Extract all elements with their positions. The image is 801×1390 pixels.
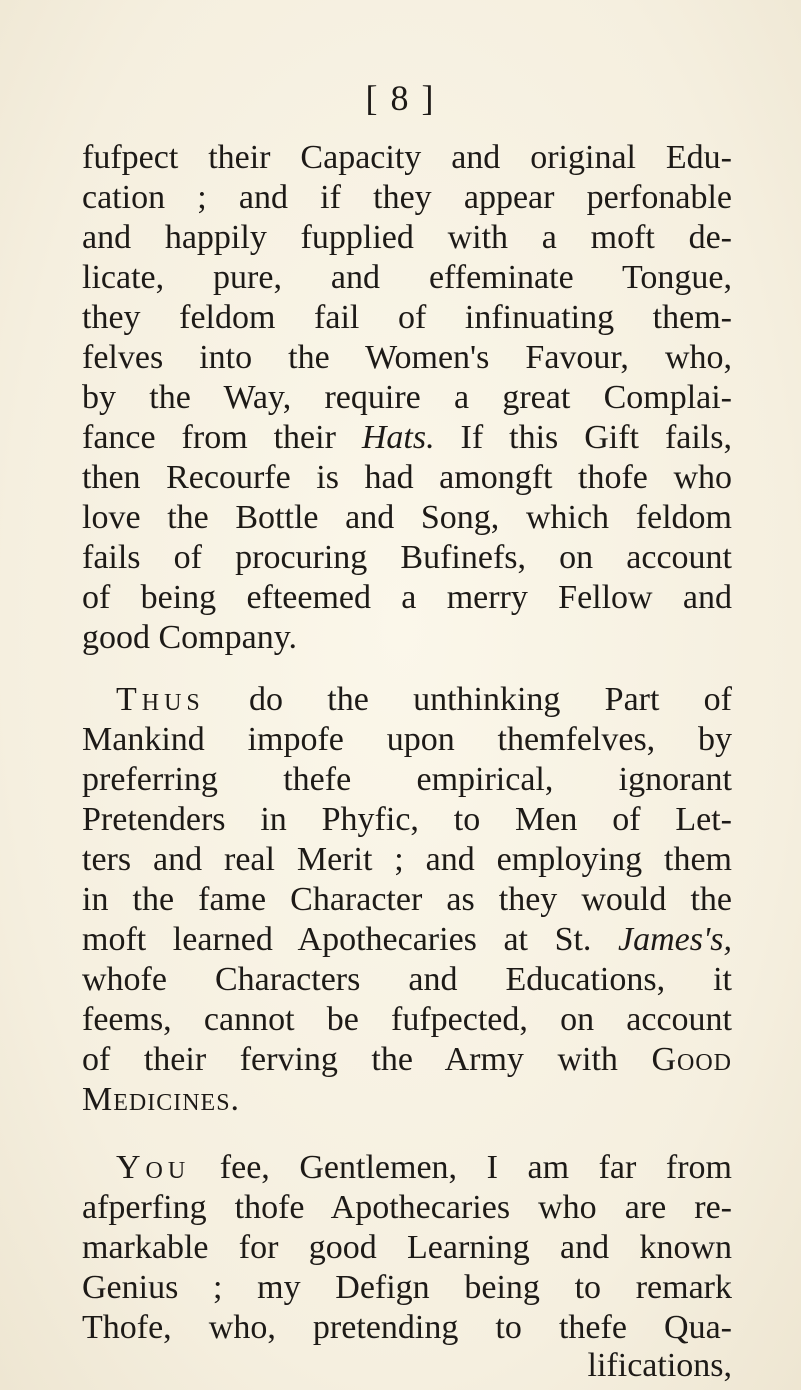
text-line: cation ; and if they appear perfonable bbox=[82, 179, 732, 216]
text-line: afperfing thofe Apothecaries who are re- bbox=[82, 1189, 732, 1226]
text-line: Medicines. bbox=[82, 1081, 241, 1118]
text-line: Pretenders in Phyfic, to Men of Let- bbox=[82, 801, 732, 838]
text-line: in the fame Character as they would the bbox=[82, 881, 732, 918]
text-line bbox=[116, 680, 732, 720]
text-segment: fance from their bbox=[82, 419, 362, 456]
text-line bbox=[116, 1148, 732, 1188]
catchword: lifications, bbox=[587, 1347, 732, 1384]
text-line: Thofe, who, pretending to thefe Qua- bbox=[82, 1309, 732, 1346]
text-segment: If this Gift fails, bbox=[434, 419, 732, 456]
text-line: good Company. bbox=[82, 619, 298, 656]
text-line: licate, pure, and effeminate Tongue, bbox=[82, 259, 732, 296]
text-line: preferring thefe empirical, ignorant bbox=[82, 761, 732, 798]
text-segment: of their ferving the Army with bbox=[82, 1041, 652, 1078]
text-line: they feldom fail of infinuating them- bbox=[82, 299, 732, 336]
page-number: [ 8 ] bbox=[365, 78, 436, 118]
text-line: then Recourfe is had amongft thofe who bbox=[82, 459, 732, 496]
text-line: of being efteemed a merry Fellow and bbox=[82, 579, 732, 616]
text-line bbox=[82, 1040, 732, 1080]
text-line: felves into the Women's Favour, who, bbox=[82, 339, 732, 376]
text-line: whofe Characters and Educations, it bbox=[82, 961, 732, 998]
text-segment: do the unthinking Part of bbox=[204, 681, 732, 718]
text-line: markable for good Learning and known bbox=[82, 1229, 732, 1266]
text-line: and happily fupplied with a moft de- bbox=[82, 219, 732, 256]
text-line: Mankind impofe upon themfelves, by bbox=[82, 721, 732, 758]
small-caps-word: Good bbox=[651, 1041, 732, 1078]
text-segment: moft learned Apothecaries at St. bbox=[82, 921, 619, 958]
text-line: Genius ; my Defign being to remark bbox=[82, 1269, 732, 1306]
text-segment: fee, Gentlemen, I am far from bbox=[190, 1149, 732, 1186]
text-line bbox=[82, 418, 732, 458]
text-line: fails of procuring Bufinefs, on account bbox=[82, 539, 732, 576]
text-line: feems, cannot be fufpected, on account bbox=[82, 1001, 732, 1038]
italic-word: Hats. bbox=[361, 419, 435, 456]
text-line: ters and real Merit ; and employing them bbox=[82, 841, 732, 878]
italic-word: James's, bbox=[618, 921, 732, 958]
text-line bbox=[82, 920, 732, 960]
small-caps-word: You bbox=[116, 1149, 191, 1186]
text-line: fufpect their Capacity and original Edu- bbox=[82, 139, 732, 176]
text-line: by the Way, require a great Complai- bbox=[82, 379, 732, 416]
small-caps-word: Thus bbox=[116, 681, 205, 718]
text-line: love the Bottle and Song, which feldom bbox=[82, 499, 732, 536]
